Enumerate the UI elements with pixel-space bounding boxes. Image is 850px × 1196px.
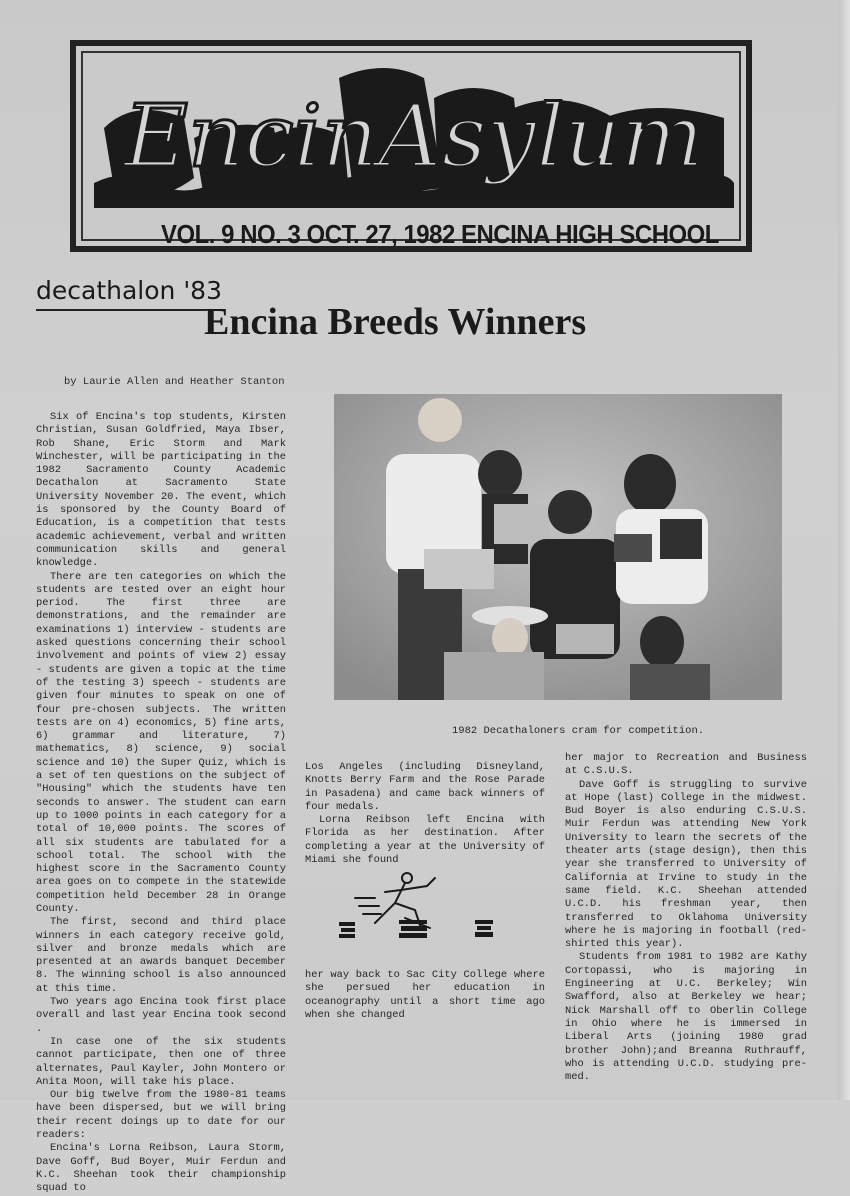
kicker: decathalon '83 xyxy=(36,276,222,305)
byline: by Laurie Allen and Heather Stanton xyxy=(64,376,285,388)
paragraph: her major to Recreation and Business at C.S.U.S. xyxy=(565,752,807,778)
paragraph: Los Angeles (including Disneyland, Knotts Berry Farm and the Rose Parade in Pasadena) and came back winners of four medals. xyxy=(305,761,545,813)
article-column-1 xyxy=(36,411,286,1196)
paragraph: Six of Encina's top students, Kirsten Christian, Susan Goldfried, Maya Ibser, Rob Shane, Eric Storm and Mark Winchester, will be participating in the 1982 Sacramento County Academic Decathalon at Sacramento State University November 20. The event, which is sponsored by the County Board of Education, is a competition that tests academic achievement, verbal and written communication skills and general knowledge. xyxy=(36,411,286,570)
paragraph: Two years ago Encina took first place overall and last year Encina took second . xyxy=(36,996,286,1035)
headline: Encina Breeds Winners xyxy=(204,301,587,343)
article-column-3 xyxy=(565,752,807,1084)
paragraph: Lorna Reibson left Encina with Florida as her destination. After completing a year at the University of Miami she found xyxy=(305,814,545,867)
article-column-2 xyxy=(305,761,545,867)
paragraph: Dave Goff is struggling to survive at Hope (last) College in the midwest. Bud Boyer is also enduring C.S.U.S. Muir Ferdun was attending New York University to learn the secrets of the theater arts (stage design), then this year she transferred to University of California at Irvine to study in the same field. K.C. Sheehan attended U.C.D. his freshman year, then transferred to Oklahoma University where he is majoring in football (red-shirted this year). xyxy=(565,778,807,951)
paragraph: The first, second and third place winners in each category receive gold, silver and bronze medals which are presented at an awards banquet December 8. The winning school is also announced at this time. xyxy=(36,916,286,995)
paragraph: Our big twelve from the 1980-81 teams have been dispersed, but we will bring their recent doings up to date for our readers: xyxy=(36,1089,286,1142)
page-edge xyxy=(838,0,850,1100)
team-photo xyxy=(334,394,782,700)
paragraph: Students from 1981 to 1982 are Kathy Cortopassi, who is majoring in Engineering at U.C. Berkeley; Win Swafford, also at Berkeley we hear; Nick Marshall off to Oberlin College in Ohio where he is immersed in Liberal Arts (joining 1980 grad brother John);and Breanna Ruthrauff, who is attending U.C.D. studying pre-med. xyxy=(565,951,807,1084)
paragraph: In case one of the six students cannot participate, then one of three alternates, Paul Kayler, John Montero or Anita Moon, will take his place. xyxy=(36,1035,286,1088)
photo-caption: 1982 Decathaloners cram for competition. xyxy=(452,725,705,737)
paragraph: her way back to Sac City College where she persued her education in oceanography until a short time ago when she changed xyxy=(305,969,545,1021)
paragraph: There are ten categories on which the students are tested over an eight hour period. The first three are demonstrations, and the remainder are examinations 1) interview - students are asked questions concerning their school involvement and points of view 2) essay - students are given a topic at the time of the testing 3) speech - students are given four minutes to speak on one of four pre-chosen subjects. The written tests are on 4) economics, 5) fine arts, 6) grammar and literature, 7) mathematics, 8) science, 9) social science and 10) the Super Quiz, which is a set of ten questions on the subject of "Housing" which the students have ten seconds to answer. The student can earn up to 1000 points in each category for a total of 10,000 points. The scores of all six students are tabulated for a school total. The school with the highest score in the Sacramento County area goes on to compete in the statewide competition held December 28 in Orange County. xyxy=(36,570,286,915)
running-figure-drawing xyxy=(335,868,500,943)
masthead-title: EncinAsylum xyxy=(121,87,705,187)
kicker-rule xyxy=(36,309,206,311)
paragraph: Encina's Lorna Reibson, Laura Storm, Dave Goff, Bud Boyer, Muir Ferdun and K.C. Sheehan took their championship squad to xyxy=(36,1142,286,1195)
article-column-2-bottom xyxy=(305,969,545,1022)
issue-line: VOL. 9 NO. 3 OCT. 27, 1982 ENCINA HIGH SCHOOL xyxy=(161,219,719,249)
masthead xyxy=(70,40,752,252)
masthead-logo xyxy=(94,58,734,208)
